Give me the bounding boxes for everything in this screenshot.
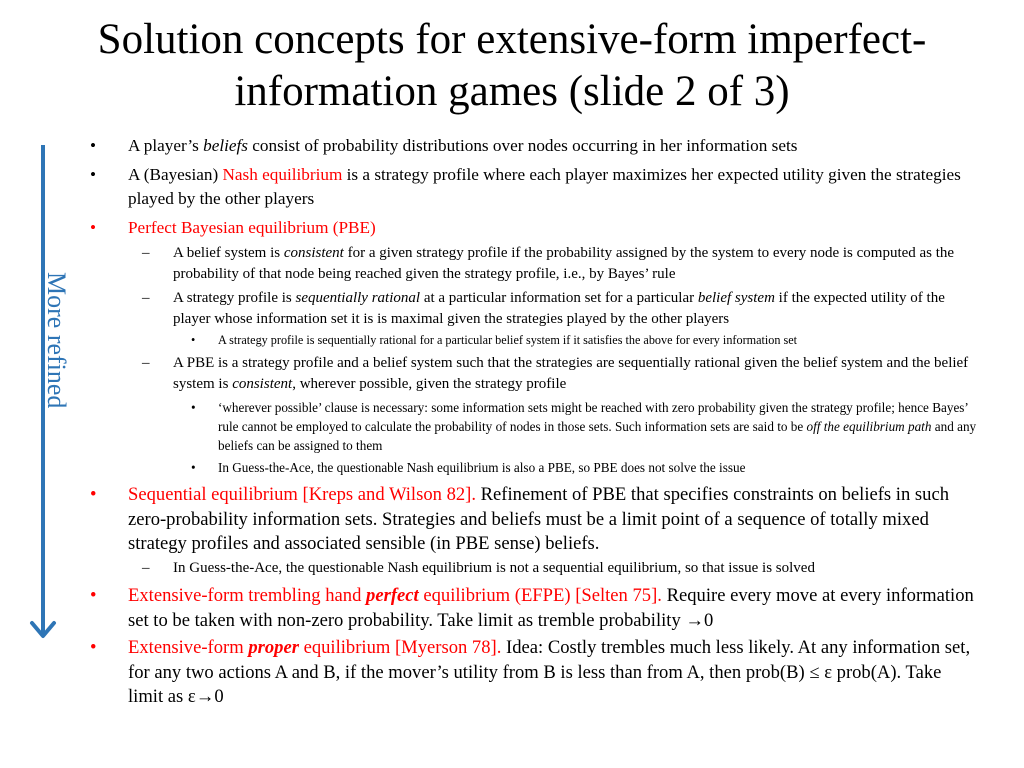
slide-title-line-2: information games (slide 2 of 3) [234,68,790,115]
sub-sub-bullet-every-info-set [191,331,978,350]
text: A belief system is [173,245,284,261]
dash-marker: – [142,290,150,306]
bullet-marker: • [191,333,196,347]
sub-sub-bullet-guess-the-ace-pbe [191,458,978,477]
bullet-sequential-equilibrium [90,483,978,557]
term-consistent: consistent [283,245,344,261]
bullet-marker: • [90,585,97,606]
sub-bullet-pbe-definition [142,353,981,394]
text: is a strategy profile where each player maximizes her expected utility given the strategies played by the other players [128,165,961,208]
text: ‘wherever possible’ clause is necessary: some information sets might be reached with zero probability given the strategy profile; hence Bayes’ rule cannot be employed to calculate the probability of nodes in those sets. Such information sets are said to be [218,400,968,434]
dash-marker: – [142,245,150,261]
bullet-marker: • [90,484,97,505]
bullet-proper-equilibrium [90,636,978,710]
sub-bullet-guess-the-ace-sequential [142,558,981,579]
term-nash-equilibrium: Nash equilibrium [222,165,343,184]
term-efpe: Extensive-form trembling hand [128,585,367,606]
text: if the expected utility of the player whose information set it is is maximal given the strategies played by the other players [173,290,945,327]
sub-bullet-consistent [142,243,981,284]
more-refined-label: More refined [42,272,71,409]
bullet-marker: • [191,400,196,415]
bullet-marker: • [90,136,97,155]
sub-bullet-sequentially-rational [142,288,981,329]
dash-marker: – [142,355,150,371]
text: Require every move at every information set to be taken with non-zero probability. Take limit as tremble probability →0 [128,585,974,631]
bullet-marker: • [90,165,97,184]
bullet-marker: • [90,218,97,237]
term-belief-system: belief system [697,290,775,306]
bullet-nash-equilibrium [90,163,978,211]
text: In Guess-the-Ace, the questionable Nash equilibrium is not a sequential equilibrium, so that issue is solved [173,560,815,576]
term-off-equilibrium-path: off the equilibrium path [806,419,932,434]
term-perfect-text: perfect [366,585,419,606]
text: consist of probability distributions over nodes occurring in her information sets [247,136,798,155]
text: for a given strategy profile if the probability assigned by the system to every node is computed as the probability of that node being reached given the strategy profile, i.e., by Bayes’ rule [173,245,955,282]
text: at a particular information set for a particular [420,290,698,306]
text: , wherever possible, given the strategy profile [292,375,567,392]
text: Idea: Costly trembles much less likely. At any information set, for any two actions A and B, if the mover’s utility from B is less than from A, then prob(B) ≤ ε prob(A). Take limit as ε→0 [128,637,971,707]
bullet-beliefs [90,134,978,158]
sub-sub-bullet-wherever-possible [191,398,978,455]
term-beliefs: beliefs [203,136,248,155]
term-extensive-form: Extensive-form [128,637,249,658]
term-consistent: consistent [232,375,293,392]
text: Refinement of PBE that specifies constraints on beliefs in such zero-probability information sets. Strategies and beliefs must be a limit point of a sequence of totally mixed strategy profiles and associated sensible (in PBE sense) beliefs. [128,484,950,554]
text: and any beliefs can be assigned to them [218,419,977,453]
term-proper-rest: equilibrium [Myerson 78]. [298,637,502,658]
bullet-marker: • [191,460,196,475]
term-proper [248,637,299,658]
bullet-pbe [90,216,978,240]
slide-title-line-1: Solution concepts for extensive-form imperfect- [97,16,927,63]
bullet-marker: • [90,637,97,658]
term-proper-text: proper [248,637,299,658]
dash-marker: – [142,560,150,576]
term-sequentially-rational: sequentially rational [295,290,421,306]
text: A strategy profile is [173,290,296,306]
text: A player’s [128,136,204,155]
term-efpe-rest: equilibrium (EFPE) [Selten 75]. [418,585,662,606]
text: In Guess-the-Ace, the questionable Nash equilibrium is also a PBE, so PBE does not solve the issue [218,460,746,475]
text: A strategy profile is sequentially rational for a particular belief system if it satisfies the above for every information set [218,333,798,347]
text: A (Bayesian) [128,165,223,184]
term-perfect [366,585,419,606]
text: A PBE is a strategy profile and a belief system such that the strategies are sequentially rational given the belief system and the belief system is [173,355,969,392]
bullet-efpe [90,584,978,633]
term-sequential-equilibrium: Sequential equilibrium [Kreps and Wilson 82]. [128,484,476,505]
term-pbe: Perfect Bayesian equilibrium (PBE) [128,218,376,237]
